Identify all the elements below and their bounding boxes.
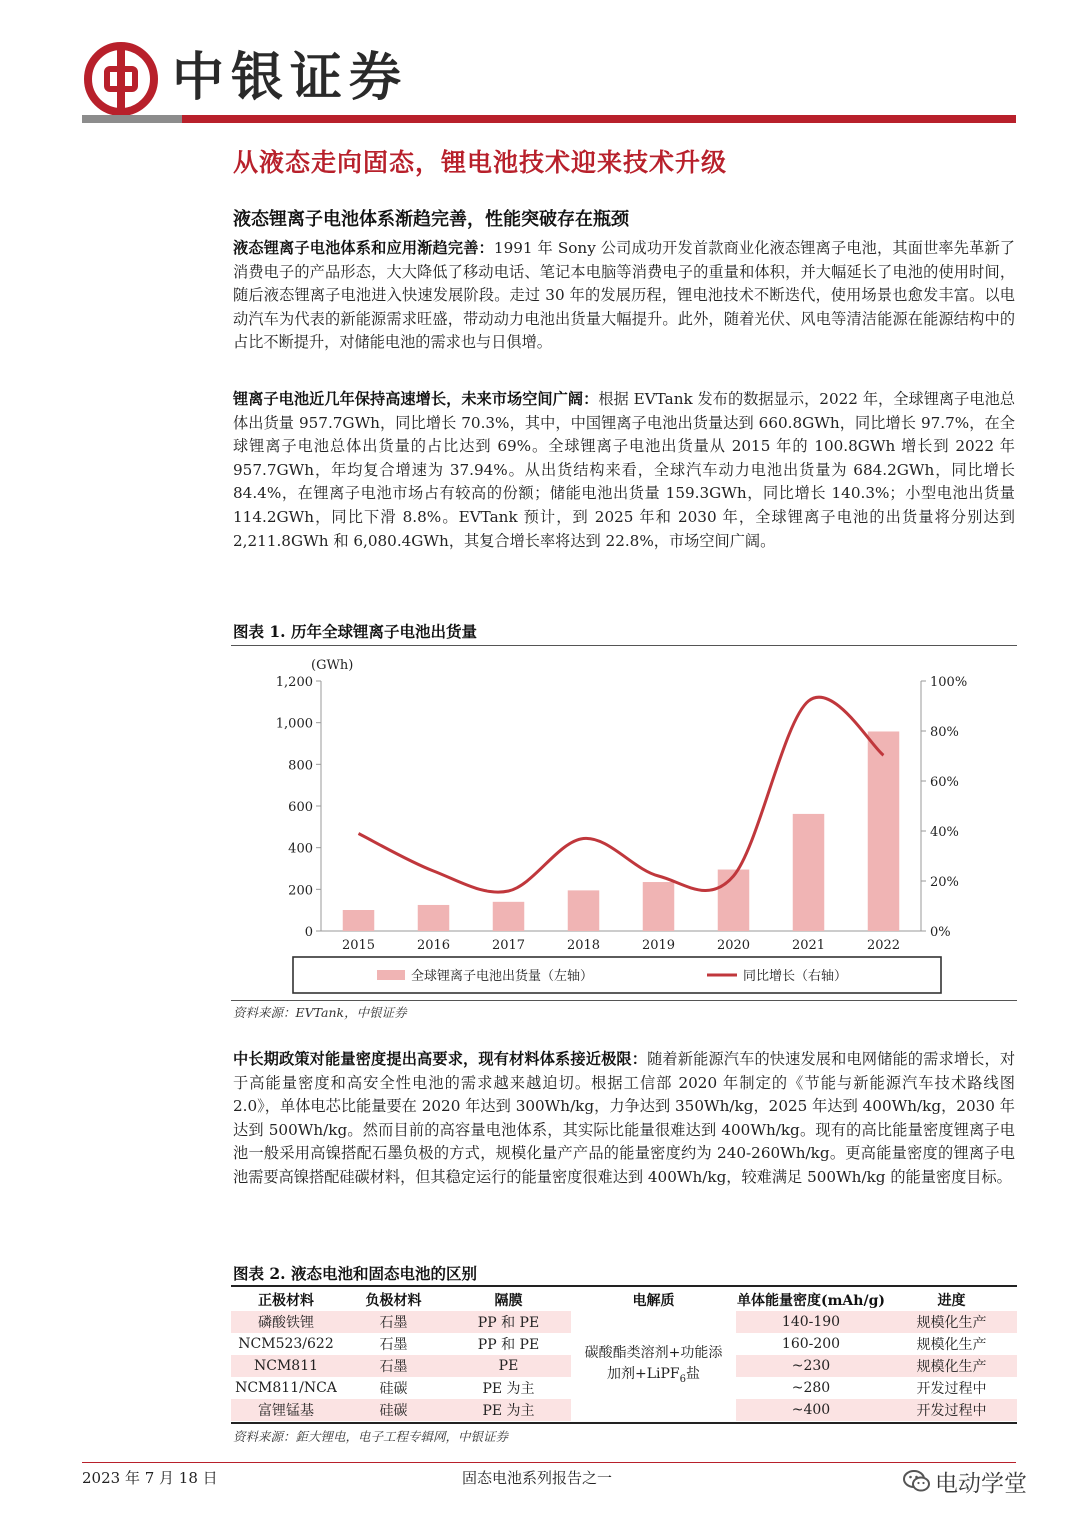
y-right-tick-label: 100% (930, 675, 968, 690)
y-right-tick-label: 20% (930, 875, 959, 890)
cell-cathode: NCM811/NCA (235, 1380, 337, 1396)
paragraph-3-text: 随着新能源汽车的快速发展和电网储能的需求增长，对于高能量密度和高安全性电池的需求越来越迫切。根据工信部 2020 年制定的《节能与新能源汽车技术路线图 2.0》，单体电芯比能量要在 2020 年达到 300Wh/kg，力争达到 350Wh/kg，2025 年达到 400Wh/kg，2030 年达到 500Wh/kg。然而目前的高容量电池体系，其实际比能量很难达到 400Wh/kg。现有的高比能量密度锂离子电池一般采用高镍搭配石墨负极的方式，规模化量产产品的能量密度约为 240-260Wh/kg。更高能量密度的锂离子电池需要高镍搭配硅碳材料，但其稳定运行的能量密度很难达到 400Wh/kg，较难满足 500Wh/kg 的能量密度目标。 (233, 1050, 1016, 1186)
cell-progress: 规模化生产 (886, 1355, 1017, 1377)
chart-bars (343, 731, 900, 931)
bar-2022 (868, 731, 900, 931)
header-cathode: 正极材料 (258, 1293, 314, 1309)
table-row (231, 1311, 1017, 1333)
paragraph-2-text: 根据 EVTank 发布的数据显示，2022 年，全球锂离子电池总体出货量 957.7GWh，同比增长 70.3%，其中，中国锂离子电池出货量达到 660.8GWh，同比增长 97.7%，在全球锂离子电池总体出货量的占比达到 69%。全球锂离子电池出货量从 2015 年的 100.8GWh 增长到 2022 年 957.7GWh，年均复合增速为 37.94%。从出货结构来看，全球汽车动力电池出货量为 684.2GWh，同比增长 84.4%，在锂离子电池市场占有较高的份额；储能电池出货量 159.3GWh，同比增长 140.3%；小型电池出货量 114.2GWh，同比下滑 8.8%。EVTank 预计，到 2025 年和 2030 年，全球锂离子电池的出货量将分别达到 2,211.8GWh 和 6,080.4GWh，其复合增长率将达到 22.8%，市场空间广阔。 (233, 390, 1016, 550)
cell-cathode: 富锂锰基 (231, 1399, 341, 1421)
figure-2-bottom-rule (231, 1422, 1017, 1424)
electrolyte-line-1: 碳酸酯类溶剂+功能添 (584, 1344, 723, 1361)
cell-cathode: 磷酸铁锂 (231, 1311, 341, 1333)
table-header-row (231, 1289, 1017, 1311)
cell-density: ~280 (791, 1380, 831, 1396)
legend-bar-swatch (377, 970, 405, 980)
x-tick-label: 2015 (341, 938, 376, 953)
header-divider-red (182, 115, 1016, 123)
cell-anode: 石墨 (341, 1355, 446, 1377)
page-title: 从液态走向固态，锂电池技术迎来技术升级 (233, 148, 728, 177)
paragraph-3 (233, 1048, 1015, 1190)
x-tick-label: 2019 (641, 938, 676, 953)
cell-anode: 石墨 (379, 1337, 408, 1353)
cell-cathode: NCM811 (231, 1355, 341, 1377)
cell-progress: 规模化生产 (916, 1337, 987, 1353)
cell-progress: 开发过程中 (916, 1381, 987, 1397)
x-tick-label: 2022 (866, 938, 901, 953)
header-progress: 进度 (937, 1293, 966, 1309)
electrolyte-tail: 盐 (686, 1365, 700, 1382)
cell-separator: PP 和 PE (446, 1311, 571, 1333)
figure-2-top-rule (231, 1285, 1017, 1287)
y-left-tick-label: 1,000 (275, 716, 313, 732)
x-tick-label: 2020 (716, 938, 751, 953)
section-title: 液态锂离子电池体系渐趋完善，性能突破存在瓶颈 (233, 209, 629, 230)
paragraph-1-text: 1991 年 Sony 公司成功开发首款商业化液态锂离子电池，其面世率先革新了消费电子的产品形态，大大降低了移动电话、笔记本电脑等消费电子的重量和体积，并大幅延长了电池的使用时间，随后液态锂离子电池进入快速发展阶段。走过 30 年的发展历程，锂电池技术不断迭代，使用场景也愈发丰富。以电动汽车为代表的新能源需求旺盛，带动动力电池出货量大幅提升。此外，随着光伏、风电等清洁能源在能源结构中的占比不断提升，对储能电池的需求也与日俱增。 (233, 239, 1015, 352)
header-electrolyte: 电解质 (632, 1293, 675, 1309)
footer-series-name: 固态电池系列报告之一 (462, 1469, 613, 1487)
electrolyte-line-2: 加剂+LiPF (606, 1365, 680, 1382)
bar-2015 (343, 910, 375, 931)
cell-density: 160-200 (781, 1336, 841, 1352)
y-left-tick-label: 0 (304, 925, 313, 940)
chart-ticks (276, 675, 967, 953)
y-right-tick-label: 0% (930, 925, 951, 940)
x-tick-label: 2021 (791, 938, 826, 953)
bar-2016 (418, 905, 450, 931)
bar-2017 (493, 902, 525, 931)
cell-density: ~230 (736, 1355, 886, 1377)
header-density: 单体能量密度(mAh/g) (736, 1293, 885, 1309)
y-left-unit: (GWh) (311, 658, 354, 673)
figure-2-source: 资料来源：鉅大锂电，电子工程专辑网，中银证券 (233, 1429, 509, 1444)
paragraph-1 (233, 237, 1015, 355)
cell-anode: 硅碳 (379, 1381, 408, 1397)
paragraph-2-lead: 锂离子电池近几年保持高速增长，未来市场空间广阔： (233, 390, 599, 408)
cell-separator: PE 为主 (482, 1381, 535, 1397)
paragraph-3-lead: 中长期政策对能量密度提出高要求，现有材料体系接近极限： (233, 1050, 648, 1068)
electrolyte-subscript: 6 (679, 1373, 686, 1385)
cell-progress: 开发过程中 (886, 1399, 1017, 1421)
cell-anode: 硅碳 (341, 1399, 446, 1421)
cell-separator: PE (446, 1355, 571, 1377)
footer-date: 2023 年 7 月 18 日 (82, 1469, 218, 1487)
header-anode: 负极材料 (365, 1293, 422, 1309)
cell-progress: 规模化生产 (886, 1311, 1017, 1333)
brand-name: 中银证券 (172, 47, 409, 108)
legend-bar-label: 全球锂离子电池出货量（左轴） (411, 969, 594, 984)
y-left-tick-label: 1,200 (275, 675, 313, 690)
legend-line-label: 同比增长（右轴） (743, 969, 848, 984)
watermark-text: 电动学堂 (935, 1471, 1027, 1497)
bar-2019 (643, 882, 675, 931)
figure-1-top-rule (231, 645, 1017, 646)
cell-electrolyte (571, 1311, 736, 1421)
x-tick-label: 2016 (416, 938, 451, 953)
cell-separator: PE 为主 (446, 1399, 571, 1421)
cell-density: 140-190 (736, 1311, 886, 1333)
figure-1-source: 资料来源：EVTank，中银证券 (233, 1005, 407, 1020)
wechat-icon (902, 1468, 932, 1494)
x-tick-label: 2017 (491, 938, 526, 953)
x-tick-label: 2018 (566, 938, 601, 953)
cell-separator: PP 和 PE (477, 1337, 540, 1353)
battery-comparison-table (231, 1289, 1017, 1421)
header-divider-gray (82, 115, 182, 123)
header-separator: 隔膜 (494, 1293, 523, 1309)
bar-2018 (568, 890, 600, 931)
cell-anode: 石墨 (341, 1311, 446, 1333)
footer-rule (82, 1462, 1016, 1463)
figure-1-bottom-rule (231, 1000, 1017, 1001)
shipment-chart (231, 650, 1017, 1000)
paragraph-2 (233, 388, 1015, 553)
cell-cathode: NCM523/622 (238, 1336, 334, 1352)
y-left-tick-label: 400 (288, 841, 313, 857)
bank-of-china-logo-icon (84, 42, 158, 116)
figure-1-title: 图表 1. 历年全球锂离子电池出货量 (233, 622, 477, 641)
y-right-tick-label: 60% (930, 775, 959, 790)
figure-2-title: 图表 2. 液态电池和固态电池的区别 (233, 1264, 477, 1283)
paragraph-1-lead: 液态锂离子电池体系和应用渐趋完善： (233, 239, 494, 257)
y-left-tick-label: 200 (288, 883, 313, 899)
y-right-tick-label: 80% (930, 725, 959, 740)
cell-density: ~400 (736, 1399, 886, 1421)
y-left-tick-label: 600 (288, 800, 313, 815)
chart-axes (321, 681, 921, 931)
bar-2021 (793, 814, 825, 931)
y-right-tick-label: 40% (930, 825, 959, 840)
bar-2020 (718, 870, 750, 931)
y-left-tick-label: 800 (288, 758, 313, 774)
